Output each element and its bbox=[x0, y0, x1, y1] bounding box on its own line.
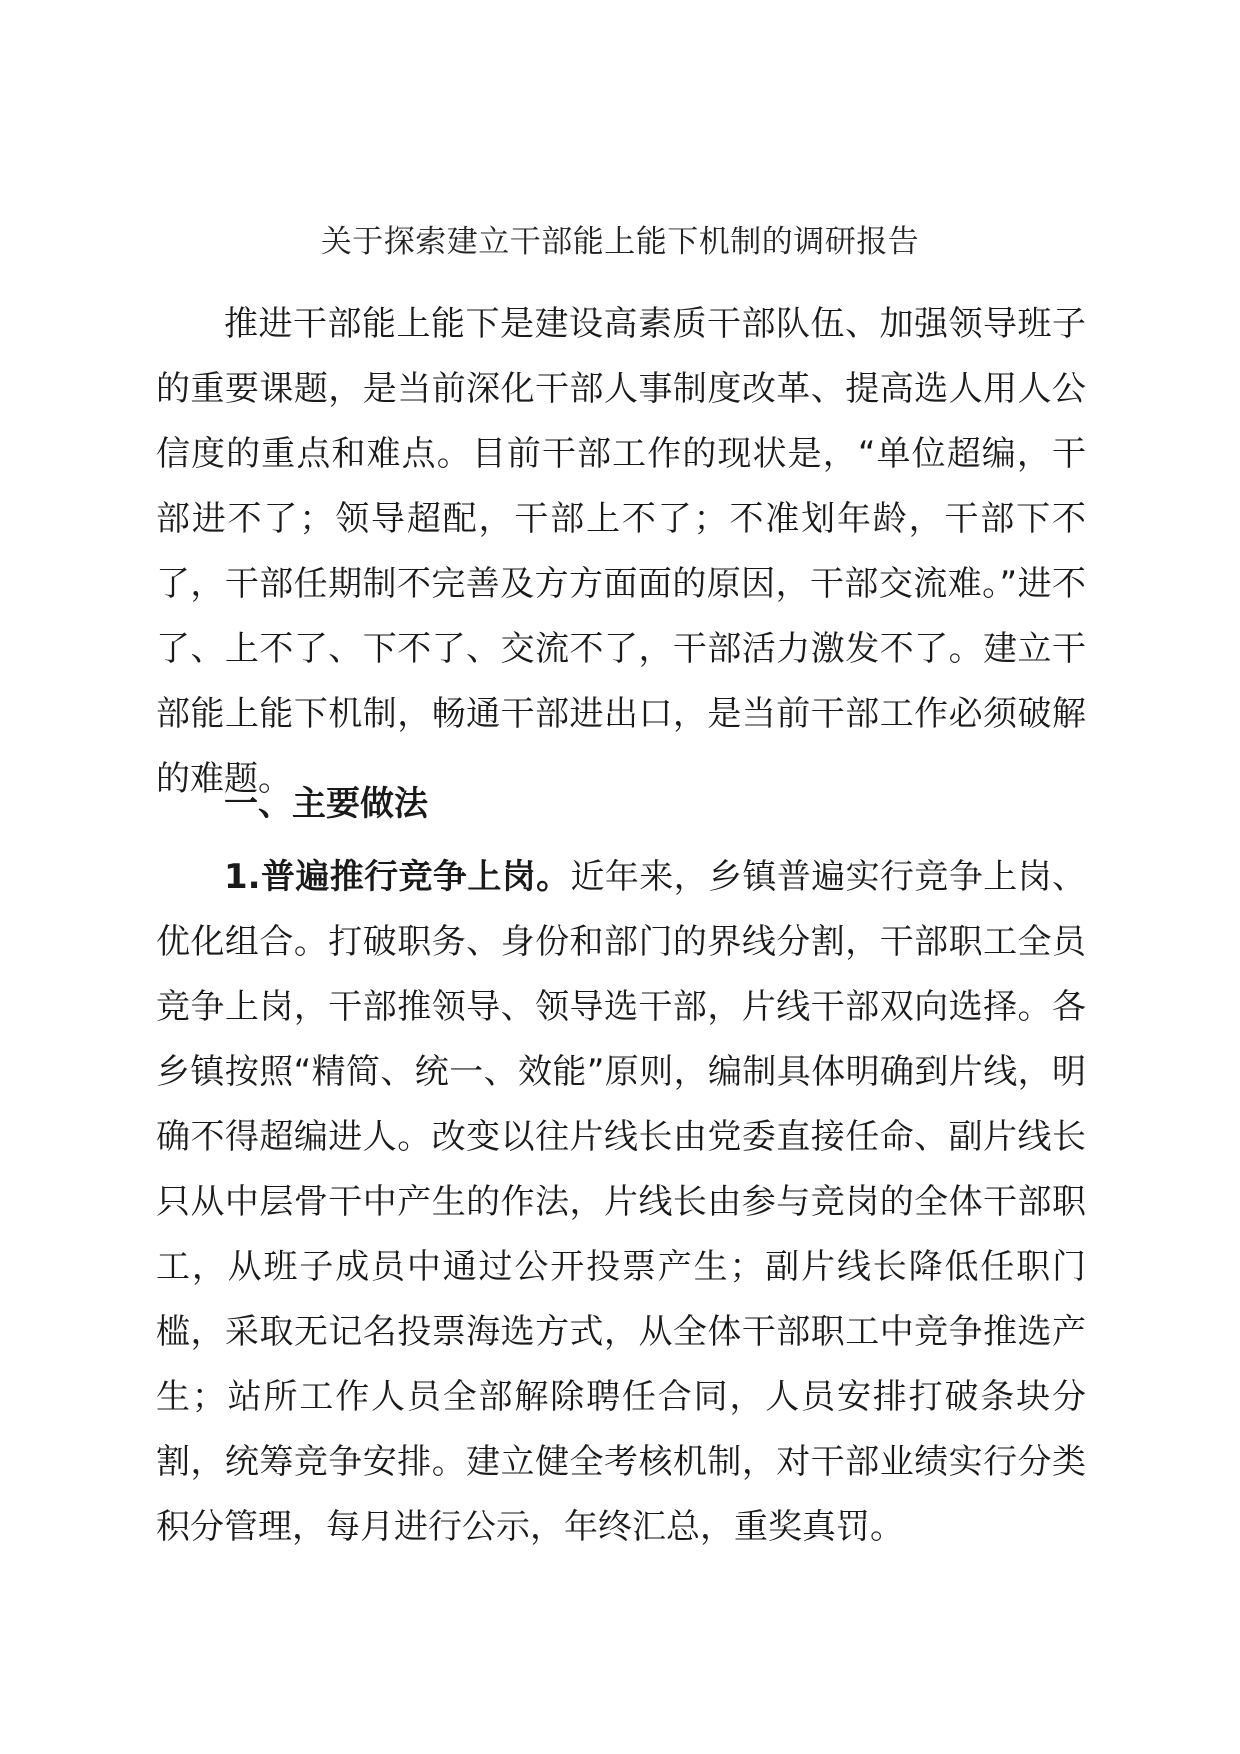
item-body-text: 近年来，乡镇普遍实行竞争上岗、优化组合。打破职务、身份和部门的界线分割，干部职工全员竞争上岗，干部推领导、领导选干部，片线干部双向选择。各乡镇按照“精简、统一、效能”原则，编制具体明确到片线，明确不得超编进人。改变以往片线长由党委直接任命、副片线长只从中层骨干中产生的作法，片线长由参与竞岗的全体干部职工，从班子成员中通过公开投票产生；副片线长降低任职门槛，采取无记名投票海选方式，从全体干部职工中竞争推选产生；站所工作人员全部解除聘任合同，人员安排打破条块分割，统筹竞争安排。建立健全考核机制，对干部业绩实行分类积分管理，每月进行公示，年终汇总，重奖真罚。 bbox=[156, 857, 1086, 1547]
section-heading-main-practices: 一、主要做法 bbox=[224, 784, 428, 824]
item-lead-heading: 1.普遍推行竞争上岗。 bbox=[224, 857, 571, 897]
item-paragraph-competitive-posts bbox=[156, 845, 1086, 1560]
intro-paragraph: 推进干部能上能下是建设高素质干部队伍、加强领导班子的重要课题，是当前深化干部人事制度改革、提高选人用人公信度的重点和难点。目前干部工作的现状是，“单位超编，干部进不了；领导超配，干部上不了；不准划年龄，干部下不了，干部任期制不完善及方方面面的原因，干部交流难。”进不了、上不了、下不了、交流不了，干部活力激发不了。建立干部能上能下机制，畅通干部进出口，是当前干部工作必须破解的难题。 bbox=[156, 304, 1086, 799]
document-title: 关于探索建立干部能上能下机制的调研报告 bbox=[320, 224, 920, 260]
